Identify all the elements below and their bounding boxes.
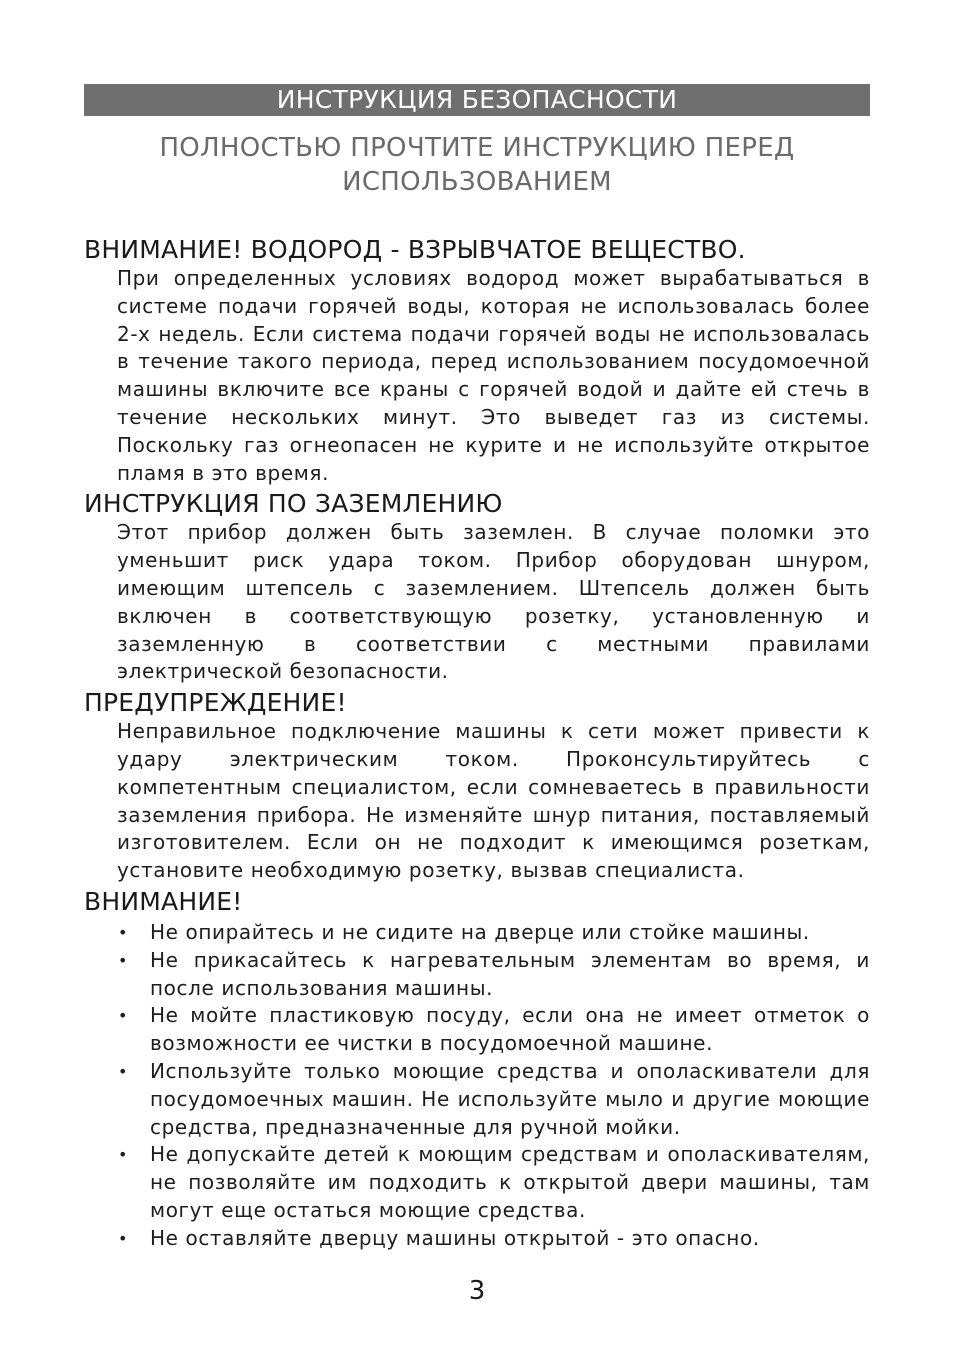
list-item xyxy=(84,1141,870,1224)
list-item xyxy=(84,919,870,947)
list-item-text: Не прикасайтесь к нагревательным элементам во время, и после использования машины. xyxy=(150,947,870,1000)
list-item-text: Не опирайтесь и не сидите на дверце или стойке машины. xyxy=(150,919,810,944)
bullet-icon: • xyxy=(118,1145,129,1165)
attention-list xyxy=(84,919,870,1253)
heading-grounding: ИНСТРУКЦИЯ ПО ЗАЗЕМЛЕНИЮ xyxy=(84,489,503,519)
bullet-icon: • xyxy=(118,1061,129,1081)
list-item-text: Не допускайте детей к моющим средствам и ополаскивателям, не позволяйте им подходить к открытой двери машины, там могут еще остаться моющие средства. xyxy=(150,1142,870,1222)
bullet-icon: • xyxy=(118,922,129,942)
list-item xyxy=(84,1225,870,1253)
subtitle-line-1: ПОЛНОСТЬЮ ПРОЧТИТЕ ИНСТРУКЦИЮ ПЕРЕД xyxy=(159,133,795,163)
heading-hydrogen-warning: ВНИМАНИЕ! ВОДОРОД - ВЗРЫВЧАТОЕ ВЕЩЕСТВО. xyxy=(84,235,746,264)
list-item-text: Не мойте пластиковую посуду, если она не имеет отметок о возможности ее чистки в посудомоечной машине. xyxy=(150,1003,870,1056)
bullet-icon: • xyxy=(118,1228,129,1248)
list-item xyxy=(84,947,870,1003)
manual-page xyxy=(84,84,870,1253)
paragraph-grounding: Этот прибор должен быть заземлен. В случае поломки это уменьшит риск удара током. Прибор оборудован шнуром, имеющим штепсель с заземлением. Штепсель должен быть включен в соответствующую розетку, установленную и заземленную в соответствии с местными правилами электрической безопасности. xyxy=(117,520,870,684)
page-number: 3 xyxy=(468,1276,486,1306)
subtitle-line-2: ИСПОЛЬЗОВАНИЕМ xyxy=(342,167,612,197)
section-banner: ИНСТРУКЦИЯ БЕЗОПАСНОСТИ xyxy=(84,84,870,116)
heading-attention: ВНИМАНИЕ! xyxy=(84,886,243,916)
paragraph-warning: Неправильное подключение машины к сети может привести к удару электрическим током. Проконсультируйтесь с компетентным специалистом, если сомневаетесь в правильности заземления прибора. Не изменяйте шнур питания, поставляемый изготовителем. Если он не подходит к имеющимся розеткам, установите необходимую розетку, вызвав специалиста. xyxy=(117,719,870,883)
list-item-text: Не оставляйте дверцу машины открытой - это опасно. xyxy=(150,1225,760,1250)
bullet-icon: • xyxy=(118,1006,129,1026)
subtitle xyxy=(84,131,870,199)
list-item-text: Используйте только моющие средства и ополаскиватели для посудомоечных машин. Не используйте мыло и другие моющие средства, предназначенные для ручной мойки. xyxy=(150,1058,870,1139)
list-item xyxy=(84,1002,870,1058)
paragraph-hydrogen: При определенных условиях водород может вырабатываться в системе подачи горячей воды, которая не использовалась более 2-х недель. Если система подачи горячей воды не использовалась в течение такого периода, перед использованием посудомоечной машины включите все краны с горячей водой и дайте ей стечь в течение нескольких минут. Это выведет газ из системы. Поскольку газ огнеопасен не курите и не используйте открытое пламя в это время. xyxy=(117,266,870,485)
list-item xyxy=(84,1058,870,1141)
heading-warning: ПРЕДУПРЕЖДЕНИЕ! xyxy=(84,688,347,718)
bullet-icon: • xyxy=(118,950,129,970)
